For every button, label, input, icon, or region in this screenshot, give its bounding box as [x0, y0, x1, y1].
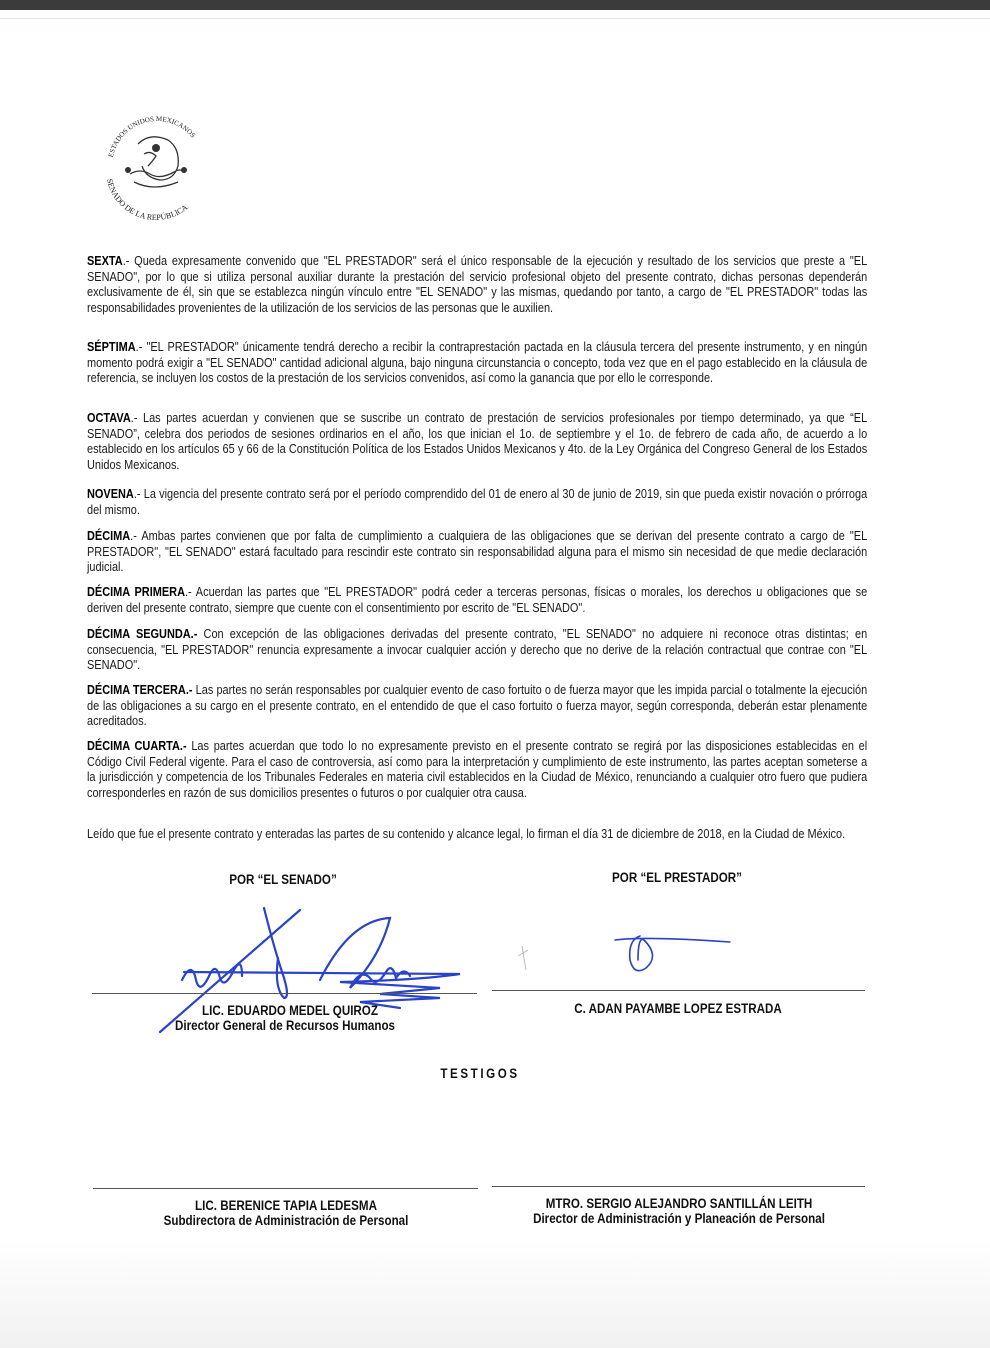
clause-decima-primera: DÉCIMA PRIMERA.- Acuerdan las partes que "EL PRESTADOR" podrá ceder a terceras personas, físicas o morales, los derechos u obligaciones que se deriven del presente contrato, siempre que cuente con el consentimiento por escrito de "EL SENADO". — [87, 584, 868, 615]
clause-decima-cuarta: DÉCIMA CUARTA.- Las partes acuerdan que todo lo no expresamente previsto en el presente contrato se regirá por las disposiciones establecidas en el Código Civil Federal vigente. Para el caso de controversia, así como para la interpretación y cumplimiento de este instrumento, las partes aceptan someterse a la jurisdicción y competencia de los Tribunales Federales en materia civil establecidos en la Ciudad de México, renunciando a cualquier otro fuero que pudiera corresponderles en razón de sus domicilios presentes o futuros o por cualquier otra causa. — [87, 738, 868, 800]
senado-seal-logo — [98, 104, 214, 224]
witness1-title: Subdirectora de Administración de Personal — [163, 1213, 409, 1228]
senado-label: POR “EL SENADO” — [229, 872, 337, 887]
witness1-name: LIC. BERENICE TAPIA LEDESMA — [195, 1198, 377, 1213]
senado-signer-title: Director General de Recursos Humanos — [174, 1018, 396, 1033]
clause-decima-segunda: DÉCIMA SEGUNDA.- Con excepción de las obligaciones derivadas del presente contrato, "EL SENADO" no adquiere ni reconoce otras distintas; en consecuencia, "EL PRESTADOR" renuncia expresamente a invocar cualquier acción y derecho que no derive de la relación contractual que contrae con "EL SENADO". — [87, 626, 868, 673]
clause-decima: DÉCIMA.- Ambas partes convienen que por falta de cumplimiento a cualquiera de las obligaciones que se derivan del presente contrato a cargo de "EL PRESTADOR", "EL SENADO" estará facultado para rescindir este contrato sin responsabilidad alguna para el mismo sin necesidad de que medie declaración judicial. — [87, 528, 868, 575]
witness2-signature-line — [492, 1186, 865, 1187]
clause-octava: OCTAVA.- Las partes acuerdan y convienen que se suscribe un contrato de prestación de servicios profesionales por tiempo determinado, ya que “EL SENADO”, celebra dos periodos de sesiones ordinarios en el año, los que inician el 1o. de septiembre y el 1o. de febrero de cada año, de acuerdo a lo establecido en los artículos 65 y 66 de la Constitución Política de los Estados Unidos Mexicanos y 4to. de la Ley Orgánica del Congreso General de los Estados Unidos Mexicanos. — [87, 410, 868, 472]
clause-sexta: SEXTA.- Queda expresamente convenido que "EL PRESTADOR" será el único responsable de la ejecución y resultado de los servicios que preste a "EL SENADO", por lo que si utiliza personal auxiliar durante la prestación del servicio profesional objeto del presente contrato, dichas personas dependerán exclusivamente de él, sin que se establezca ningún vínculo entre "EL SENADO" y las mismas, quedando por tanto, a cargo de "EL PRESTADOR" todas las responsabilidades provenientes de la utilización de los servicios de las personas que le auxilien. — [87, 253, 868, 315]
prestador-signature-line — [492, 990, 865, 991]
witnesses-heading: TESTIGOS — [440, 1066, 520, 1081]
witness2-title: Director de Administración y Planeación de Personal — [533, 1211, 825, 1226]
page-edge — [0, 18, 990, 19]
closing-paragraph: Leído que fue el presente contrato y enteradas las partes de su contenido y alcance legal, lo firman el día 31 de diciembre de 2018, en la Ciudad de México. — [87, 826, 846, 841]
senado-signature-line — [92, 993, 477, 994]
clause-novena: NOVENA.- La vigencia del presente contrato será por el período comprendido del 01 de enero al 30 de junio de 2019, sin que pueda existir novación o prórroga del mismo. — [87, 486, 868, 517]
prestador-label: POR “EL PRESTADOR” — [612, 870, 742, 885]
witness1-signature-line — [93, 1188, 478, 1189]
clause-septima: SÉPTIMA.- "EL PRESTADOR" únicamente tendrá derecho a recibir la contraprestación pactada en la cláusula tercera del presente instrumento, y en ningún momento podrá exigir a "EL SENADO" cantidad adicional alguna, bajo ninguna circunstancia o concepto, toda vez que en el pago establecido en la cláusula de referencia, se incluyen los costos de la prestación de los servicios convenidos, así como la ganancia que por ello le corresponde. — [87, 339, 868, 386]
prestador-signer-name: C. ADAN PAYAMBE LOPEZ ESTRADA — [574, 1001, 782, 1016]
prestador-signature — [510, 930, 740, 980]
clause-decima-tercera: DÉCIMA TERCERA.- Las partes no serán responsables por cualquier evento de caso fortuito o de fuerza mayor que les impida parcial o totalmente la ejecución de las obligaciones a su cargo en el presente contrato, en el entendido de que el caso fortuito o fuerza mayor, según corresponda, deberán estar plenamente acreditados. — [87, 682, 868, 729]
svg-text:SENADO DE LA REPÚBLICA: SENADO DE LA REPÚBLICA — [104, 177, 190, 223]
viewer-top-bar — [0, 0, 990, 10]
svg-text:ESTADOS UNIDOS MEXICANOS: ESTADOS UNIDOS MEXICANOS — [106, 114, 197, 159]
page-bottom-shadow — [0, 1240, 990, 1348]
senado-signer-name: LIC. EDUARDO MEDEL QUIROZ — [202, 1003, 378, 1018]
witness2-name: MTRO. SERGIO ALEJANDRO SANTILLÁN LEITH — [545, 1196, 813, 1211]
